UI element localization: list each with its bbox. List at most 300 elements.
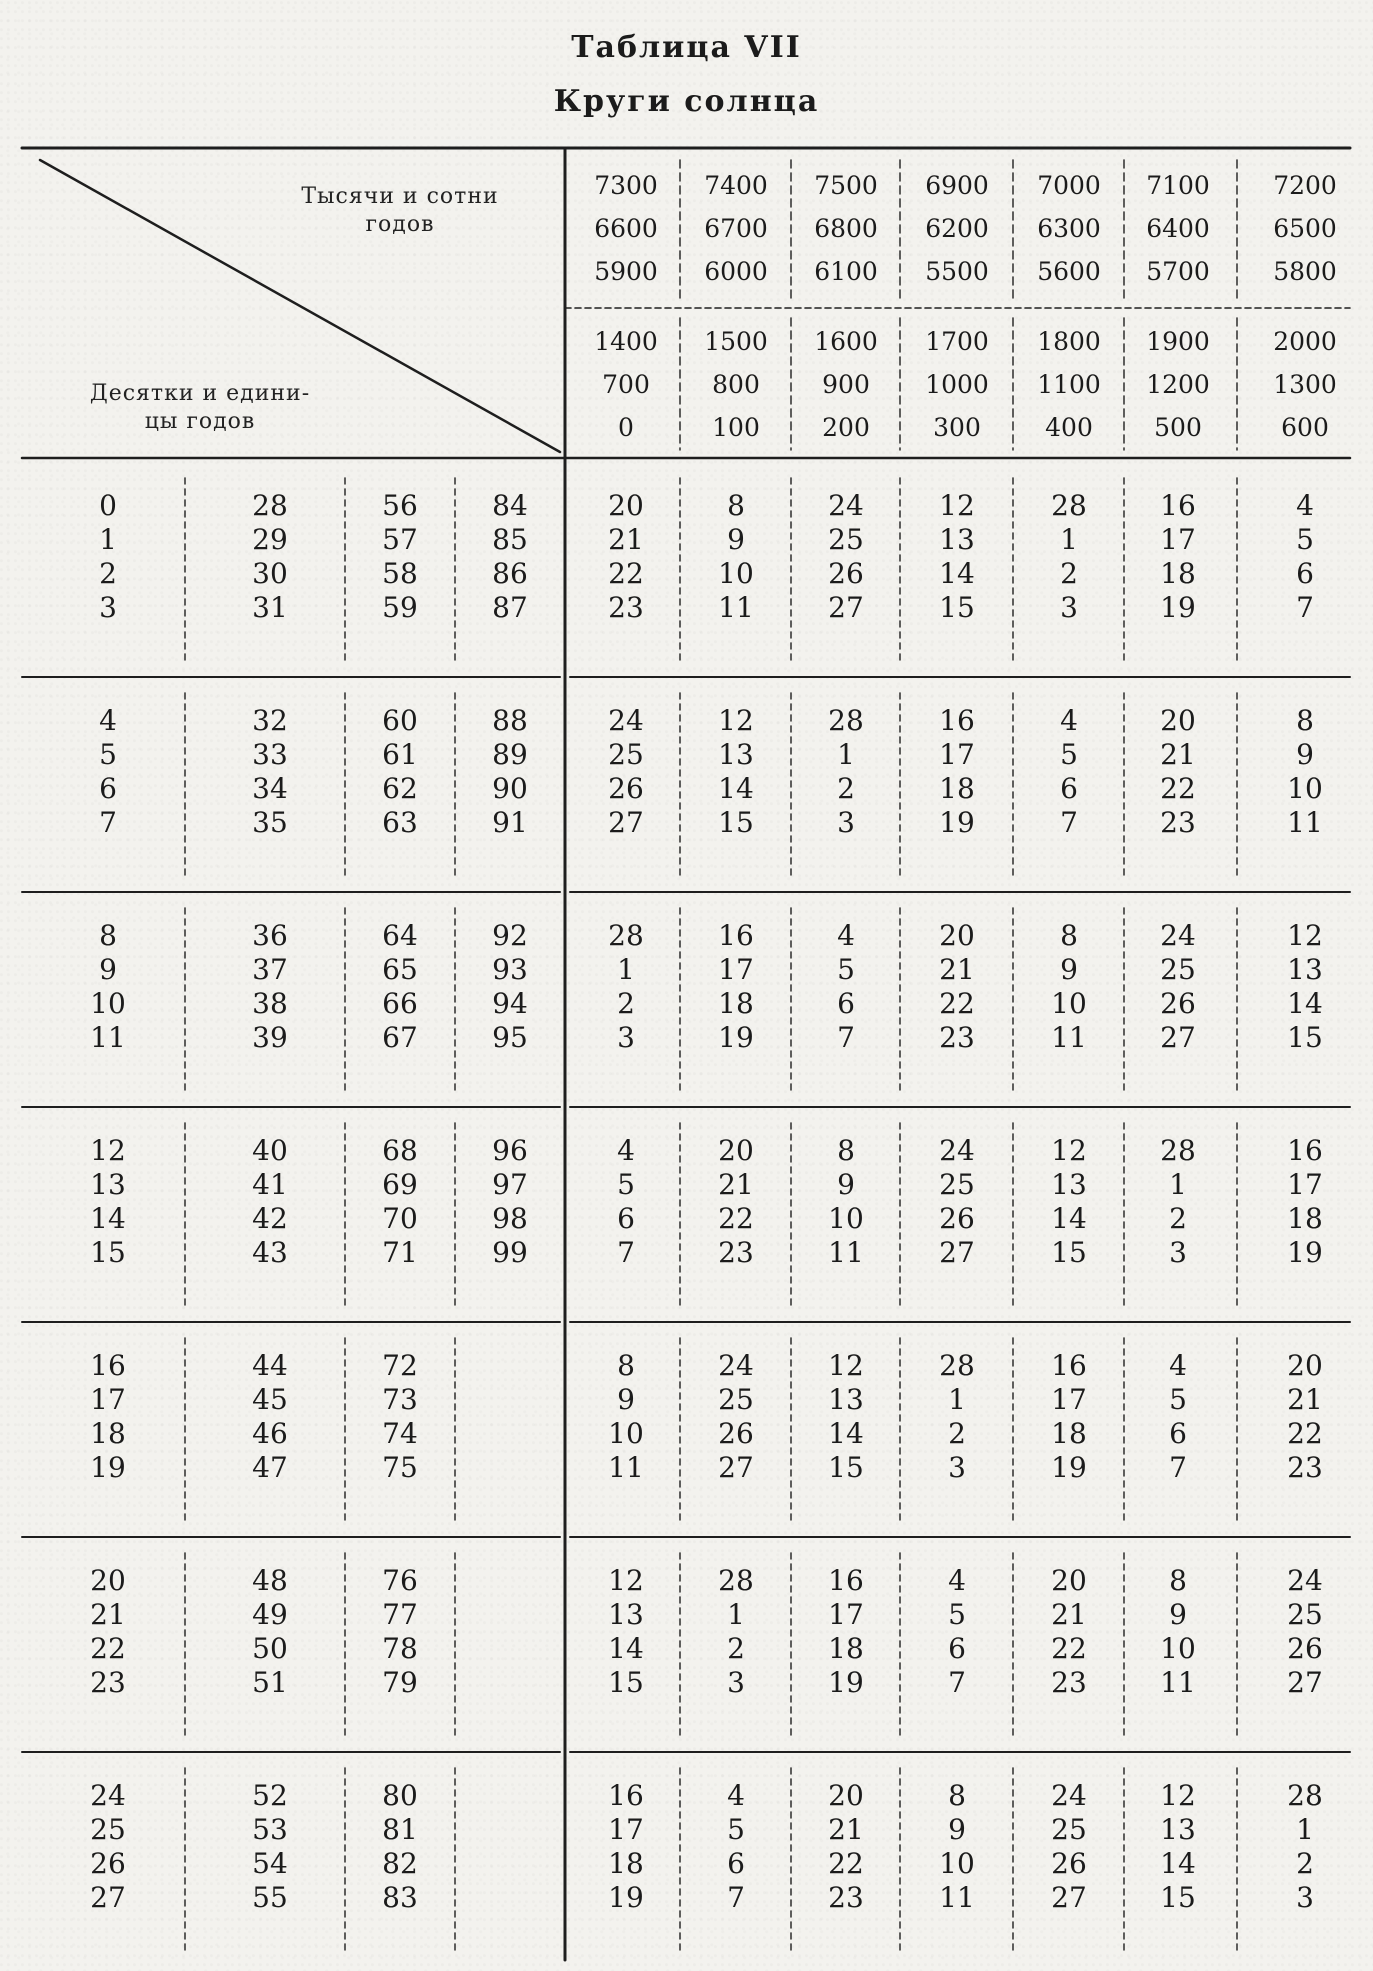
sun-circle-cell: 17 xyxy=(608,1813,644,1846)
sun-circle-cell: 6 xyxy=(1296,557,1314,590)
sun-circle-cell: 10 xyxy=(939,1847,975,1880)
sun-circle-cell: 26 xyxy=(608,772,644,805)
sun-circle-cell: 13 xyxy=(1160,1813,1196,1846)
year-cell: 85 xyxy=(492,523,528,556)
sun-circle-cell: 15 xyxy=(939,591,975,624)
year-cell: 52 xyxy=(252,1779,288,1812)
sun-circle-cell: 23 xyxy=(1160,806,1196,839)
year-cell: 4 xyxy=(99,704,117,737)
year-cell: 64 xyxy=(382,919,418,952)
sun-circle-cell: 5 xyxy=(837,953,855,986)
year-cell: 22 xyxy=(90,1632,126,1665)
sun-circle-cell: 21 xyxy=(718,1168,754,1201)
sun-circle-cell: 3 xyxy=(1169,1236,1187,1269)
year-cell: 18 xyxy=(90,1417,126,1450)
sun-circle-cell: 11 xyxy=(718,591,754,624)
sun-circle-cell: 13 xyxy=(608,1598,644,1631)
year-cell: 46 xyxy=(252,1417,288,1450)
header-year-value: 5500 xyxy=(925,257,989,286)
sun-circle-cell: 2 xyxy=(617,987,635,1020)
year-cell: 42 xyxy=(252,1202,288,1235)
sun-circle-cell: 8 xyxy=(1060,919,1078,952)
header-year-value: 6800 xyxy=(814,214,878,243)
sun-circle-cell: 22 xyxy=(1051,1632,1087,1665)
sun-circle-cell: 3 xyxy=(1296,1881,1314,1914)
sun-circle-cell: 26 xyxy=(939,1202,975,1235)
header-year-value: 300 xyxy=(933,413,981,442)
sun-circle-cell: 22 xyxy=(718,1202,754,1235)
header-year-value: 1000 xyxy=(925,370,989,399)
sun-circle-cell: 2 xyxy=(1169,1202,1187,1235)
sun-circle-cell: 8 xyxy=(1169,1564,1187,1597)
sun-circle-cell: 12 xyxy=(1051,1134,1087,1167)
year-cell: 62 xyxy=(382,772,418,805)
year-cell: 3 xyxy=(99,591,117,624)
year-cell: 13 xyxy=(90,1168,126,1201)
year-cell: 47 xyxy=(252,1451,288,1484)
sun-circle-cell: 3 xyxy=(1060,591,1078,624)
sun-circle-cell: 19 xyxy=(828,1666,864,1699)
year-cell: 77 xyxy=(382,1598,418,1631)
year-cell: 15 xyxy=(90,1236,126,1269)
sun-circle-cell: 20 xyxy=(608,489,644,522)
header-label-thousands-hundreds: Тысячи и сотни годов xyxy=(301,184,499,237)
sun-circle-cell: 19 xyxy=(608,1881,644,1914)
sun-circle-cell: 8 xyxy=(727,489,745,522)
year-cell: 49 xyxy=(252,1598,288,1631)
header-year-value: 1300 xyxy=(1273,370,1337,399)
year-cell: 9 xyxy=(99,953,117,986)
year-cell: 29 xyxy=(252,523,288,556)
sun-circle-cell: 15 xyxy=(828,1451,864,1484)
year-cell: 89 xyxy=(492,738,528,771)
year-cell: 33 xyxy=(252,738,288,771)
sun-circle-cell: 24 xyxy=(1287,1564,1323,1597)
header-diagonal-line xyxy=(40,160,560,452)
sun-circle-cell: 19 xyxy=(1051,1451,1087,1484)
year-cell: 7 xyxy=(99,806,117,839)
sun-circle-cell: 25 xyxy=(828,523,864,556)
sun-circle-cell: 4 xyxy=(948,1564,966,1597)
page-title: Таблица VII xyxy=(571,30,802,65)
header-year-value: 5700 xyxy=(1146,257,1210,286)
year-cell: 40 xyxy=(252,1134,288,1167)
sun-circle-cell: 4 xyxy=(837,919,855,952)
sun-circle-cell: 1 xyxy=(1060,523,1078,556)
sun-circle-cell: 14 xyxy=(1160,1847,1196,1880)
sun-circle-cell: 2 xyxy=(948,1417,966,1450)
sun-circle-cell: 15 xyxy=(718,806,754,839)
sun-circle-cell: 6 xyxy=(727,1847,745,1880)
sun-circle-cell: 13 xyxy=(828,1383,864,1416)
year-cell: 91 xyxy=(492,806,528,839)
header-year-value: 6700 xyxy=(704,214,768,243)
year-cell: 72 xyxy=(382,1349,418,1382)
year-cell: 98 xyxy=(492,1202,528,1235)
sun-circle-cell: 6 xyxy=(1169,1417,1187,1450)
sun-circle-cell: 9 xyxy=(727,523,745,556)
sun-circle-cell: 16 xyxy=(718,919,754,952)
year-cell: 60 xyxy=(382,704,418,737)
sun-circle-cell: 17 xyxy=(1160,523,1196,556)
sun-circle-cell: 12 xyxy=(1287,919,1323,952)
sun-circle-cell: 20 xyxy=(1160,704,1196,737)
sun-circle-cell: 13 xyxy=(1287,953,1323,986)
header-year-value: 7200 xyxy=(1273,171,1337,200)
sun-circle-cell: 7 xyxy=(1296,591,1314,624)
sun-circle-cell: 14 xyxy=(1051,1202,1087,1235)
header-year-value: 7500 xyxy=(814,171,878,200)
sun-circle-cell: 13 xyxy=(1051,1168,1087,1201)
header-year-value: 1100 xyxy=(1037,370,1101,399)
sun-circle-cell: 4 xyxy=(1296,489,1314,522)
year-cell: 68 xyxy=(382,1134,418,1167)
sun-circle-cell: 10 xyxy=(608,1417,644,1450)
sun-circle-cell: 9 xyxy=(837,1168,855,1201)
header-year-value: 6900 xyxy=(925,171,989,200)
year-cell: 73 xyxy=(382,1383,418,1416)
sun-circle-cell: 5 xyxy=(1296,523,1314,556)
sun-circle-cell: 12 xyxy=(1160,1779,1196,1812)
header-year-value: 6100 xyxy=(814,257,878,286)
year-cell: 12 xyxy=(90,1134,126,1167)
sun-circle-cell: 12 xyxy=(718,704,754,737)
sun-circle-cell: 11 xyxy=(939,1881,975,1914)
sun-circle-cell: 28 xyxy=(1051,489,1087,522)
sun-circle-cell: 5 xyxy=(948,1598,966,1631)
sun-circle-cell: 25 xyxy=(1287,1598,1323,1631)
year-cell: 39 xyxy=(252,1021,288,1054)
sun-circle-cell: 23 xyxy=(828,1881,864,1914)
year-cell: 21 xyxy=(90,1598,126,1631)
year-cell: 31 xyxy=(252,591,288,624)
year-cell: 41 xyxy=(252,1168,288,1201)
year-cell: 84 xyxy=(492,489,528,522)
header-year-value: 200 xyxy=(822,413,870,442)
sun-circle-cell: 28 xyxy=(828,704,864,737)
sun-circle-cell: 22 xyxy=(608,557,644,590)
year-cell: 8 xyxy=(99,919,117,952)
year-cell: 97 xyxy=(492,1168,528,1201)
year-cell: 43 xyxy=(252,1236,288,1269)
header-year-value: 900 xyxy=(822,370,870,399)
sun-circle-cell: 4 xyxy=(1060,704,1078,737)
sun-circle-cell: 25 xyxy=(939,1168,975,1201)
sun-circle-cell: 21 xyxy=(1287,1383,1323,1416)
year-cell: 65 xyxy=(382,953,418,986)
sun-circle-cell: 10 xyxy=(828,1202,864,1235)
header-year-value: 7400 xyxy=(704,171,768,200)
sun-circle-cell: 5 xyxy=(1169,1383,1187,1416)
year-cell: 59 xyxy=(382,591,418,624)
sun-circle-cell: 12 xyxy=(608,1564,644,1597)
header-year-value: 1200 xyxy=(1146,370,1210,399)
sun-circle-cell: 6 xyxy=(948,1632,966,1665)
sun-circle-cell: 20 xyxy=(828,1779,864,1812)
year-cell: 23 xyxy=(90,1666,126,1699)
sun-circle-cell: 10 xyxy=(1160,1632,1196,1665)
year-cell: 71 xyxy=(382,1236,418,1269)
sun-circle-cell: 9 xyxy=(1296,738,1314,771)
year-cell: 19 xyxy=(90,1451,126,1484)
year-cell: 17 xyxy=(90,1383,126,1416)
year-cell: 20 xyxy=(90,1564,126,1597)
header-year-value: 800 xyxy=(712,370,760,399)
sun-circle-cell: 17 xyxy=(828,1598,864,1631)
sun-circle-cell: 23 xyxy=(1287,1451,1323,1484)
sun-circle-cell: 1 xyxy=(1169,1168,1187,1201)
sun-circle-cell: 28 xyxy=(939,1349,975,1382)
sun-circle-cell: 19 xyxy=(1287,1236,1323,1269)
header-year-value: 5900 xyxy=(594,257,658,286)
sun-circle-cell: 8 xyxy=(617,1349,635,1382)
sun-circle-cell: 1 xyxy=(837,738,855,771)
header-year-value: 1800 xyxy=(1037,327,1101,356)
sun-circle-cell: 21 xyxy=(939,953,975,986)
year-cell: 27 xyxy=(90,1881,126,1914)
sun-circle-cell: 11 xyxy=(1051,1021,1087,1054)
sun-circle-cell: 27 xyxy=(1287,1666,1323,1699)
sun-circle-cell: 9 xyxy=(1060,953,1078,986)
sun-circle-cell: 9 xyxy=(948,1813,966,1846)
page-subtitle: Круги солнца xyxy=(553,84,820,119)
sun-circle-cell: 8 xyxy=(948,1779,966,1812)
year-cell: 88 xyxy=(492,704,528,737)
sun-circle-cell: 2 xyxy=(1060,557,1078,590)
year-cell: 24 xyxy=(90,1779,126,1812)
year-cell: 93 xyxy=(492,953,528,986)
year-cell: 34 xyxy=(252,772,288,805)
sun-circle-cell: 13 xyxy=(718,738,754,771)
year-cell: 80 xyxy=(382,1779,418,1812)
year-cell: 66 xyxy=(382,987,418,1020)
sun-circle-cell: 6 xyxy=(617,1202,635,1235)
sun-circle-cell: 3 xyxy=(617,1021,635,1054)
sun-circle-cell: 22 xyxy=(1160,772,1196,805)
sun-circle-cell: 19 xyxy=(1160,591,1196,624)
year-cell: 37 xyxy=(252,953,288,986)
year-cell: 96 xyxy=(492,1134,528,1167)
sun-circle-cell: 20 xyxy=(1051,1564,1087,1597)
sun-circle-cell: 17 xyxy=(1051,1383,1087,1416)
header-year-value: 1700 xyxy=(925,327,989,356)
sun-circle-cell: 20 xyxy=(1287,1349,1323,1382)
header-year-value: 7300 xyxy=(594,171,658,200)
year-cell: 82 xyxy=(382,1847,418,1880)
year-cell: 99 xyxy=(492,1236,528,1269)
sun-circle-cell: 4 xyxy=(617,1134,635,1167)
header-year-value: 6000 xyxy=(704,257,768,286)
sun-circle-cell: 4 xyxy=(1169,1349,1187,1382)
sun-circle-cell: 27 xyxy=(939,1236,975,1269)
year-cell: 10 xyxy=(90,987,126,1020)
year-cell: 76 xyxy=(382,1564,418,1597)
sun-circle-cell: 11 xyxy=(828,1236,864,1269)
year-cell: 55 xyxy=(252,1881,288,1914)
sun-circle-cell: 26 xyxy=(1160,987,1196,1020)
sun-circle-cell: 18 xyxy=(828,1632,864,1665)
sun-circle-cell: 26 xyxy=(718,1417,754,1450)
sun-circle-cell: 25 xyxy=(1051,1813,1087,1846)
header-year-value: 1600 xyxy=(814,327,878,356)
sun-circle-cell: 10 xyxy=(1051,987,1087,1020)
sun-circle-cell: 21 xyxy=(608,523,644,556)
year-cell: 26 xyxy=(90,1847,126,1880)
year-cell: 67 xyxy=(382,1021,418,1054)
year-cell: 36 xyxy=(252,919,288,952)
sun-circle-cell: 23 xyxy=(1051,1666,1087,1699)
header-year-value: 500 xyxy=(1154,413,1202,442)
sun-circle-cell: 3 xyxy=(727,1666,745,1699)
header-year-value: 6500 xyxy=(1273,214,1337,243)
sun-circle-cell: 24 xyxy=(718,1349,754,1382)
sun-circle-cell: 15 xyxy=(1051,1236,1087,1269)
year-cell: 25 xyxy=(90,1813,126,1846)
sun-circle-cell: 16 xyxy=(608,1779,644,1812)
sun-circle-cell: 7 xyxy=(1060,806,1078,839)
sun-circle-cell: 6 xyxy=(1060,772,1078,805)
year-cell: 86 xyxy=(492,557,528,590)
sun-circle-cell: 7 xyxy=(1169,1451,1187,1484)
header-year-value: 6200 xyxy=(925,214,989,243)
sun-circle-cell: 22 xyxy=(828,1847,864,1880)
year-cell: 78 xyxy=(382,1632,418,1665)
sun-circle-cell: 23 xyxy=(939,1021,975,1054)
sun-circle-cell: 22 xyxy=(939,987,975,1020)
year-cell: 51 xyxy=(252,1666,288,1699)
sun-circle-cell: 24 xyxy=(1160,919,1196,952)
header-year-value: 6300 xyxy=(1037,214,1101,243)
sun-circle-cell: 9 xyxy=(1169,1598,1187,1631)
sun-circle-cell: 24 xyxy=(939,1134,975,1167)
sun-circle-cell: 18 xyxy=(1160,557,1196,590)
year-cell: 94 xyxy=(492,987,528,1020)
year-cell: 58 xyxy=(382,557,418,590)
year-cell: 0 xyxy=(99,489,117,522)
year-cell: 70 xyxy=(382,1202,418,1235)
year-cell: 81 xyxy=(382,1813,418,1846)
sun-circle-cell: 27 xyxy=(608,806,644,839)
sun-circle-cell: 28 xyxy=(1287,1779,1323,1812)
sun-circle-cell: 17 xyxy=(939,738,975,771)
sun-circle-cell: 13 xyxy=(939,523,975,556)
header-year-value: 5800 xyxy=(1273,257,1337,286)
sun-circle-cell: 26 xyxy=(1287,1632,1323,1665)
sun-circle-cell: 12 xyxy=(939,489,975,522)
sun-circle-cell: 26 xyxy=(1051,1847,1087,1880)
sun-circle-cell: 14 xyxy=(828,1417,864,1450)
sun-circle-cell: 7 xyxy=(617,1236,635,1269)
year-cell: 54 xyxy=(252,1847,288,1880)
sun-circle-cell: 17 xyxy=(718,953,754,986)
year-cell: 63 xyxy=(382,806,418,839)
sun-circle-cell: 26 xyxy=(828,557,864,590)
sun-circle-cell: 7 xyxy=(837,1021,855,1054)
year-cell: 16 xyxy=(90,1349,126,1382)
header-year-value: 7100 xyxy=(1146,171,1210,200)
year-cell: 2 xyxy=(99,557,117,590)
header-year-value: 700 xyxy=(602,370,650,399)
year-cell: 69 xyxy=(382,1168,418,1201)
year-cell: 61 xyxy=(382,738,418,771)
sun-circle-cell: 22 xyxy=(1287,1417,1323,1450)
year-cell: 74 xyxy=(382,1417,418,1450)
sun-circle-cell: 12 xyxy=(828,1349,864,1382)
sun-circle-cell: 20 xyxy=(718,1134,754,1167)
sun-circle-cell: 23 xyxy=(718,1236,754,1269)
sun-circle-cell: 24 xyxy=(828,489,864,522)
sun-circle-cell: 8 xyxy=(837,1134,855,1167)
sun-circle-cell: 8 xyxy=(1296,704,1314,737)
sun-circle-cell: 27 xyxy=(1051,1881,1087,1914)
year-cell: 32 xyxy=(252,704,288,737)
sun-circle-cell: 11 xyxy=(1160,1666,1196,1699)
sun-circle-cell: 7 xyxy=(948,1666,966,1699)
sun-circle-cell: 19 xyxy=(718,1021,754,1054)
year-cell: 48 xyxy=(252,1564,288,1597)
sun-circle-cell: 23 xyxy=(608,591,644,624)
sun-circle-cell: 18 xyxy=(1287,1202,1323,1235)
year-cell: 35 xyxy=(252,806,288,839)
sun-circle-cell: 21 xyxy=(828,1813,864,1846)
sun-circle-cell: 25 xyxy=(718,1383,754,1416)
header-year-value: 600 xyxy=(1281,413,1329,442)
year-cell: 87 xyxy=(492,591,528,624)
year-cell: 11 xyxy=(90,1021,126,1054)
header-year-value: 1500 xyxy=(704,327,768,356)
sun-circle-cell: 18 xyxy=(939,772,975,805)
year-cell: 83 xyxy=(382,1881,418,1914)
header-year-value: 1900 xyxy=(1146,327,1210,356)
sun-circle-cell: 5 xyxy=(617,1168,635,1201)
sun-circle-cell: 16 xyxy=(1160,489,1196,522)
sun-circle-cell: 19 xyxy=(939,806,975,839)
sun-circle-cell: 11 xyxy=(1287,806,1323,839)
sun-circle-cell: 28 xyxy=(608,919,644,952)
sun-circle-cell: 14 xyxy=(608,1632,644,1665)
sun-circle-cell: 21 xyxy=(1160,738,1196,771)
sun-circle-cell: 9 xyxy=(617,1383,635,1416)
sun-circle-cell: 27 xyxy=(718,1451,754,1484)
sun-circle-cell: 18 xyxy=(608,1847,644,1880)
header-year-value: 100 xyxy=(712,413,760,442)
sun-circle-cell: 24 xyxy=(608,704,644,737)
sun-circle-cell: 6 xyxy=(837,987,855,1020)
sun-circle-cell: 7 xyxy=(727,1881,745,1914)
year-cell: 53 xyxy=(252,1813,288,1846)
header-year-value: 2000 xyxy=(1273,327,1337,356)
header-year-value: 400 xyxy=(1045,413,1093,442)
sun-circle-cell: 28 xyxy=(718,1564,754,1597)
sun-circle-cell: 2 xyxy=(1296,1847,1314,1880)
sun-circle-cell: 14 xyxy=(718,772,754,805)
sun-circle-cell: 27 xyxy=(1160,1021,1196,1054)
sun-circle-cell: 1 xyxy=(617,953,635,986)
sun-circle-cell: 1 xyxy=(727,1598,745,1631)
sun-circle-cell: 14 xyxy=(1287,987,1323,1020)
sun-circle-cell: 21 xyxy=(1051,1598,1087,1631)
year-cell: 92 xyxy=(492,919,528,952)
year-cell: 44 xyxy=(252,1349,288,1382)
header-year-value: 6600 xyxy=(594,214,658,243)
header-label-tens-units: Десятки и едини- цы годов xyxy=(89,381,311,434)
sun-circle-cell: 16 xyxy=(1051,1349,1087,1382)
sun-circle-cell: 3 xyxy=(837,806,855,839)
sun-circle-cell: 15 xyxy=(608,1666,644,1699)
header-year-value: 7000 xyxy=(1037,171,1101,200)
sun-circle-cell: 2 xyxy=(727,1632,745,1665)
year-cell: 79 xyxy=(382,1666,418,1699)
